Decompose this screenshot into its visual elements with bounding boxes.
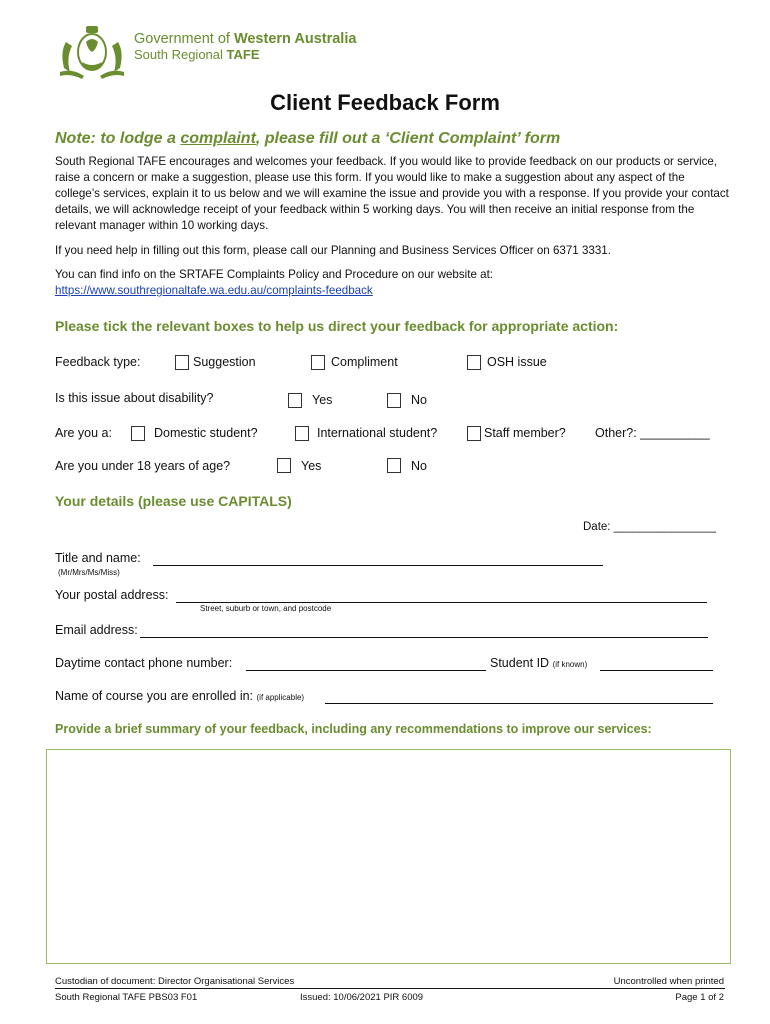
feedback-type-label: Feedback type: bbox=[55, 355, 141, 369]
summary-heading: Provide a brief summary of your feedback, including any recommendations to improve our services: bbox=[55, 722, 652, 736]
footer-uncontrolled: Uncontrolled when printed bbox=[613, 976, 724, 987]
tick-heading: Please tick the relevant boxes to help us direct your feedback for appropriate action: bbox=[55, 318, 619, 334]
government-name: Government of Western Australia bbox=[134, 31, 357, 47]
disability-no-label: No bbox=[411, 393, 427, 407]
page-title: Client Feedback Form bbox=[270, 90, 500, 115]
other-field[interactable]: Other?: __________ bbox=[595, 426, 710, 440]
compliment-checkbox[interactable] bbox=[311, 355, 325, 370]
footer-code: South Regional TAFE PBS03 F01 bbox=[55, 992, 198, 1003]
international-student-checkbox[interactable] bbox=[295, 426, 309, 441]
date-field[interactable]: Date: ________________ bbox=[583, 521, 717, 533]
footer-custodian: Custodian of document: Director Organisational Services bbox=[55, 976, 295, 987]
staff-member-label: Staff member? bbox=[484, 426, 566, 440]
phone-label: Daytime contact phone number: bbox=[55, 656, 233, 670]
course-input[interactable] bbox=[325, 691, 713, 704]
disability-label: Is this issue about disability? bbox=[55, 391, 214, 405]
staff-member-checkbox[interactable] bbox=[467, 426, 481, 441]
under-18-yes-label: Yes bbox=[301, 459, 322, 473]
course-label: Name of course you are enrolled in: (if applicable) bbox=[55, 689, 305, 703]
osh-issue-label: OSH issue bbox=[487, 355, 547, 369]
tafe-name: South Regional TAFE bbox=[134, 47, 260, 62]
help-paragraph: If you need help in filling out this form, please call our Planning and Business Services Officer on 6371 3331. bbox=[55, 244, 611, 257]
student-id-input[interactable] bbox=[600, 658, 713, 671]
footer-divider bbox=[55, 988, 725, 989]
disability-no-checkbox[interactable] bbox=[387, 393, 401, 408]
complaint-note: Note: to lodge a complaint, please fill out a ‘Client Complaint’ form bbox=[55, 130, 561, 147]
under-18-label: Are you under 18 years of age? bbox=[55, 459, 231, 473]
feedback-summary-textarea[interactable] bbox=[46, 749, 731, 964]
osh-issue-checkbox[interactable] bbox=[467, 355, 481, 370]
suggestion-label: Suggestion bbox=[193, 355, 256, 369]
title-hint: (Mr/Mrs/Ms/Miss) bbox=[58, 568, 120, 577]
disability-yes-checkbox[interactable] bbox=[288, 393, 302, 408]
are-you-label: Are you a: bbox=[55, 426, 112, 440]
email-input[interactable] bbox=[140, 625, 708, 638]
domestic-student-label: Domestic student? bbox=[154, 426, 258, 440]
details-heading: Your details (please use CAPITALS) bbox=[55, 493, 292, 509]
title-name-input[interactable] bbox=[153, 553, 603, 566]
email-label: Email address: bbox=[55, 623, 138, 637]
policy-paragraph: You can find info on the SRTAFE Complaints Policy and Procedure on our website at: bbox=[55, 268, 494, 281]
postal-address-input[interactable] bbox=[176, 590, 707, 603]
international-student-label: International student? bbox=[317, 426, 438, 440]
intro-paragraph: South Regional TAFE encourages and welcomes your feedback. If you would like to provide feedback on our products or service, raise a concern or make a suggestion, please use this form. If you would like to make a suggestion about any aspect of the college’s services, explain it to us below and we will examine the issue and provide you with a response. If you provide your contact details, we will acknowledge receipt of your feedback within 5 working days. You will then receive an initial response from the relevant manager within 10 working days. bbox=[55, 155, 729, 232]
wa-crest-icon bbox=[52, 22, 132, 82]
postal-hint: Street, suburb or town, and postcode bbox=[200, 604, 332, 613]
suggestion-checkbox[interactable] bbox=[175, 355, 189, 370]
compliment-label: Compliment bbox=[331, 355, 398, 369]
title-name-label: Title and name: bbox=[55, 551, 141, 565]
student-id-label: Student ID (if known) bbox=[490, 656, 588, 670]
footer-issued: Issued: 10/06/2021 PIR 6009 bbox=[300, 992, 424, 1003]
under-18-no-label: No bbox=[411, 459, 427, 473]
under-18-yes-checkbox[interactable] bbox=[277, 458, 291, 473]
postal-address-label: Your postal address: bbox=[55, 588, 169, 602]
phone-input[interactable] bbox=[246, 658, 486, 671]
under-18-no-checkbox[interactable] bbox=[387, 458, 401, 473]
domestic-student-checkbox[interactable] bbox=[131, 426, 145, 441]
disability-yes-label: Yes bbox=[312, 393, 333, 407]
complaints-link[interactable]: https://www.southregionaltafe.wa.edu.au/complaints-feedback bbox=[55, 284, 373, 297]
footer-page-number: Page 1 of 2 bbox=[675, 992, 724, 1003]
